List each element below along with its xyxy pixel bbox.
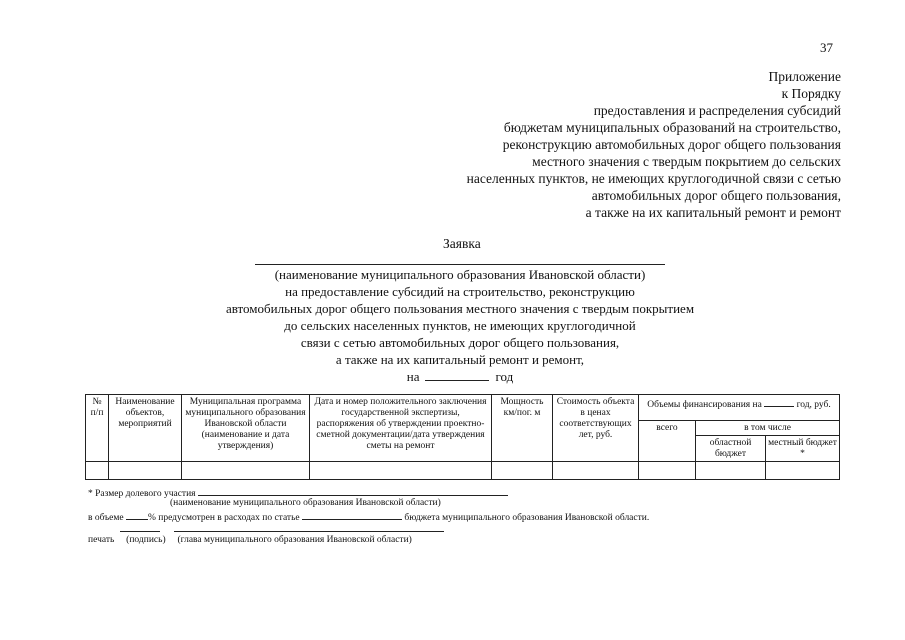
body-line: а также на их капитальный ремонт и ремонт, bbox=[335, 352, 585, 367]
share-label: * Размер долевого участия bbox=[88, 489, 196, 499]
page-number: 37 bbox=[820, 40, 833, 55]
header-program: Муниципальная программа муниципального образования Ивановской области (наименование и дата утверждения) bbox=[182, 395, 310, 462]
funding-suffix: год, руб. bbox=[796, 400, 831, 410]
body-line: связи с сетью автомобильных дорог общего пользования, bbox=[300, 335, 620, 350]
body-line: автомобильных дорог общего пользования местного значения с твердым покрытием bbox=[225, 301, 695, 316]
signature-captions bbox=[88, 534, 412, 546]
funding-prefix: Объемы финансирования на bbox=[647, 400, 762, 410]
municipality-caption: (наименование муниципального образования Ивановской области) bbox=[274, 267, 646, 282]
header-name: Наименование объектов, мероприятий bbox=[109, 395, 182, 462]
table-cell[interactable] bbox=[696, 462, 766, 480]
body-line: на предоставление субсидий на строительство, реконструкцию bbox=[285, 284, 635, 299]
body-line: до сельских населенных пунктов, не имеющих круглогодичной bbox=[284, 318, 636, 333]
appendix-line: предоставления и распределения субсидий bbox=[593, 103, 841, 118]
header-total: всего bbox=[639, 421, 696, 462]
signature-blank[interactable] bbox=[120, 522, 160, 532]
header-including: в том числе bbox=[696, 421, 840, 436]
header-local: местный бюджет * bbox=[766, 436, 840, 462]
volume-middle: % предусмотрен в расходах по статье bbox=[147, 513, 300, 523]
application-body bbox=[190, 266, 730, 385]
signature-label: (подпись) bbox=[126, 535, 166, 545]
header-funding bbox=[639, 395, 840, 421]
year-suffix: год bbox=[495, 369, 514, 384]
head-caption: (глава муниципального образования Ивановской области) bbox=[177, 535, 412, 545]
header-cost: Стоимость объекта в ценах соответствующих лет, руб. bbox=[553, 395, 639, 462]
header-regional: областной бюджет bbox=[696, 436, 766, 462]
table-cell[interactable] bbox=[310, 462, 492, 480]
header-expertise: Дата и номер положительного заключения государственной экспертизы, распоряжения об утверждении проектно-сметной документации/дата утверждения сметы на ремонт bbox=[310, 395, 492, 462]
year-prefix: на bbox=[406, 369, 420, 384]
funding-table bbox=[85, 394, 840, 480]
appendix-line: местного значения с твердым покрытием до сельских bbox=[532, 154, 841, 169]
appendix-line: к Порядку bbox=[781, 86, 841, 101]
head-name-blank[interactable] bbox=[174, 522, 444, 532]
volume-prefix: в объеме bbox=[88, 513, 124, 523]
appendix-line: населенных пунктов, не имеющих круглогодичной связи с сетью bbox=[466, 171, 841, 186]
appendix-line: реконструкцию автомобильных дорог общего пользования bbox=[502, 137, 841, 152]
table-cell[interactable] bbox=[492, 462, 553, 480]
header-capacity: Мощность км/пог. м bbox=[492, 395, 553, 462]
appendix-line: автомобильных дорог общего пользования, bbox=[591, 188, 841, 203]
year-blank[interactable] bbox=[425, 369, 489, 381]
table-cell[interactable] bbox=[553, 462, 639, 480]
municipality-name-line bbox=[255, 264, 665, 265]
volume-percent-blank[interactable] bbox=[126, 510, 148, 520]
table-cell[interactable] bbox=[182, 462, 310, 480]
table-cell[interactable] bbox=[766, 462, 840, 480]
table-cell[interactable] bbox=[86, 462, 109, 480]
appendix-line: бюджетам муниципальных образований на строительство, bbox=[503, 120, 841, 135]
stamp-label: печать bbox=[88, 535, 115, 545]
share-blank[interactable] bbox=[198, 486, 508, 496]
year-line bbox=[407, 368, 513, 385]
article-blank[interactable] bbox=[302, 510, 402, 520]
appendix-header bbox=[321, 68, 841, 221]
funding-year-blank bbox=[764, 397, 794, 407]
table-cell[interactable] bbox=[109, 462, 182, 480]
table-row bbox=[86, 462, 840, 480]
appendix-line: Приложение bbox=[768, 69, 841, 84]
notes-municipality-caption: (наименование муниципального образования Ивановской области) bbox=[170, 498, 441, 508]
volume-suffix: бюджета муниципального образования Ивановской области. bbox=[404, 513, 650, 523]
header-no: № п/п bbox=[86, 395, 109, 462]
appendix-line: а также на их капитальный ремонт и ремонт bbox=[585, 205, 841, 220]
document-title: Заявка bbox=[443, 236, 481, 251]
table-cell[interactable] bbox=[639, 462, 696, 480]
